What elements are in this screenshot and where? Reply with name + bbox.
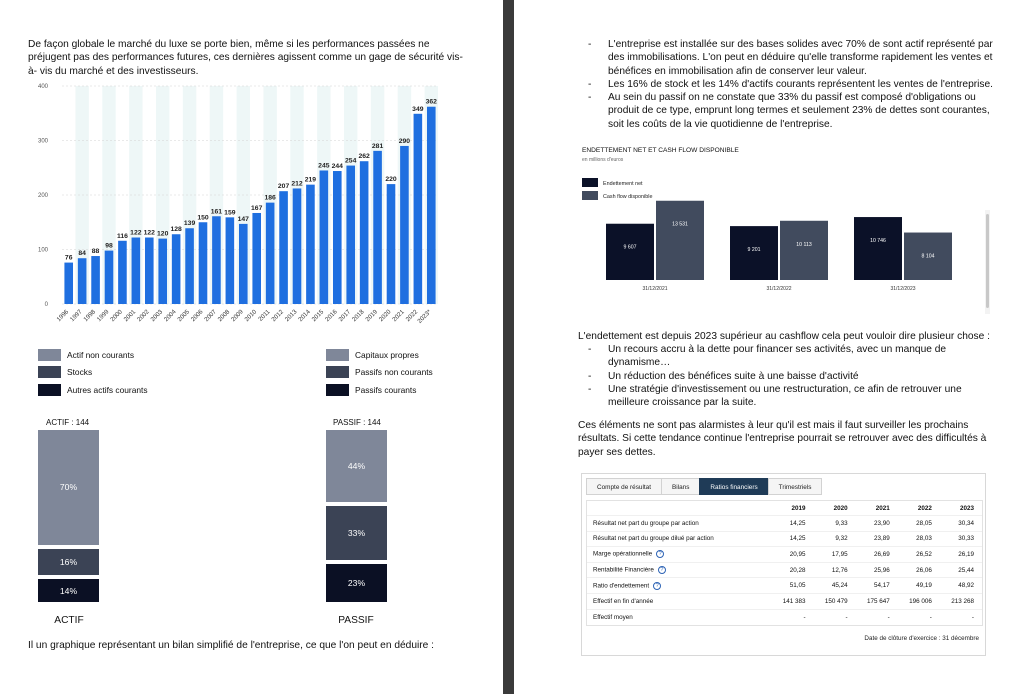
x-tick-label: 2017 xyxy=(337,308,353,324)
legend-item-actif-non-courants xyxy=(38,349,134,361)
table-row xyxy=(587,562,982,578)
stack-segment: 14% xyxy=(38,579,99,602)
table-cell: 26,06 xyxy=(898,562,940,578)
table-cell: 9,33 xyxy=(814,516,856,532)
x-tick-label: 2021 xyxy=(391,308,406,324)
bar-value-label: 219 xyxy=(304,176,317,184)
help-icon[interactable]: ? xyxy=(656,550,664,558)
bar-value-label: 244 xyxy=(331,163,343,171)
passif-stack xyxy=(326,430,387,602)
table-cell: 49,19 xyxy=(898,578,940,594)
table-cell: 14,25 xyxy=(771,531,813,547)
x-tick-label: 31/12/2023 xyxy=(890,286,916,292)
table-cell: 196 006 xyxy=(898,593,940,609)
bar-value-label: 245 xyxy=(318,162,330,170)
row-label-text: Ratio d'endettement xyxy=(593,582,650,590)
row-label xyxy=(587,578,771,594)
analysis-bullets xyxy=(580,38,994,131)
bar xyxy=(414,114,423,304)
table-cell: 25,44 xyxy=(940,562,982,578)
legend-label: Capitaux propres xyxy=(355,350,419,360)
bar xyxy=(656,201,704,280)
debt-cashflow-chart xyxy=(582,144,992,314)
bar xyxy=(252,213,261,304)
warning-paragraph: Ces éléments ne sont pas alarmistes à leur qu'il est mais il faut surveiller les prochains résultats. Si cette tendance continue l'entreprise pourrait se retrouver avec des difficultés à payer ses dettes. xyxy=(578,420,987,458)
passif-label: PASSIF xyxy=(338,615,374,626)
bullet-item: - Au sein du passif on ne constate que 33% du passif est composé d'obligations ou produit de ce type, emprunt long termes et seulement 23% de dettes sont courantes, soit les coûts de la vie quotidienne de l'entreprise. xyxy=(580,91,994,131)
legend-label: Passifs courants xyxy=(355,385,417,395)
bar-value-label: 161 xyxy=(210,208,223,216)
bar xyxy=(780,221,828,280)
legend-item-capitaux-propres xyxy=(326,349,419,361)
row-label xyxy=(587,562,771,578)
y-tick-label: 400 xyxy=(37,84,48,90)
table-cell: - xyxy=(771,609,813,625)
help-icon[interactable]: ? xyxy=(653,582,661,590)
bar-value-label: 122 xyxy=(143,229,155,237)
x-tick-label: 2007 xyxy=(203,308,218,324)
table-row xyxy=(587,593,982,609)
bar-value-label: 207 xyxy=(277,183,290,191)
left-page xyxy=(0,0,503,694)
bullet-item: - Un réduction des bénéfices suite à une baisse d'activité xyxy=(580,370,994,383)
bullet-item: - Un recours accru à la dette pour financer ses activités, avec un manque de dynamisme… xyxy=(580,343,994,370)
x-tick-label: 2009 xyxy=(230,308,245,324)
x-tick-label: 31/12/2021 xyxy=(642,286,668,292)
x-tick-label: 2006 xyxy=(189,308,205,324)
x-tick-label: 2005 xyxy=(176,308,191,324)
legend-swatch xyxy=(326,366,349,378)
x-tick-label: 2020 xyxy=(377,308,393,324)
y-tick-label: 300 xyxy=(37,138,48,145)
bullet-item: - Une stratégie d'investissement ou une restructuration, ce afin de retrouver une meilleure croissance par la suite. xyxy=(580,383,994,410)
debt-paragraph: L'endettement est depuis 2023 supérieur au cashflow cela peut vouloir dire plusieur chose : xyxy=(578,331,990,342)
table-cell: 48,92 xyxy=(940,578,982,594)
x-tick-label: 2016 xyxy=(324,308,339,324)
scrollbar-thumb xyxy=(986,214,989,308)
x-tick-label: 2013 xyxy=(283,308,299,324)
table-header-row xyxy=(587,501,982,516)
bar xyxy=(199,222,208,304)
legend-swatch xyxy=(326,349,349,361)
table-cell: 150 479 xyxy=(814,593,856,609)
tab-compte-de-resultat[interactable]: Compte de résultat xyxy=(586,478,661,495)
legend-item-passifs-courants xyxy=(326,384,416,396)
bar xyxy=(105,251,114,304)
stack-segment: 44% xyxy=(326,430,387,502)
row-label xyxy=(587,516,771,532)
passif-title: PASSIF : 144 xyxy=(333,418,381,427)
chart-subtitle: en millions d'euros xyxy=(582,157,624,163)
bar-value-label: 84 xyxy=(78,250,86,258)
row-label-text: Rentabilité Financière xyxy=(593,566,654,574)
legend-swatch xyxy=(582,178,598,187)
legend-label: Autres actifs courants xyxy=(67,385,148,395)
bar xyxy=(239,224,248,304)
bar xyxy=(427,107,436,304)
ratios-table-container xyxy=(586,500,983,626)
stack-segment: 23% xyxy=(326,564,387,602)
bar-value-label: 362 xyxy=(425,98,437,106)
ratio-tabs xyxy=(586,478,822,495)
bar-value-label: 290 xyxy=(398,137,411,145)
bar xyxy=(320,170,329,304)
row-label xyxy=(587,609,771,625)
x-tick-label: 2015 xyxy=(310,308,326,324)
x-tick-label: 2001 xyxy=(122,308,138,324)
table-row xyxy=(587,547,982,563)
legend-label: Passifs non courants xyxy=(355,367,433,377)
bar xyxy=(606,224,654,280)
x-tick-label: 2000 xyxy=(109,308,124,324)
bar xyxy=(185,228,194,304)
tab-trimestriels[interactable]: Trimestriels xyxy=(768,478,823,495)
table-cell: 213 268 xyxy=(940,593,982,609)
table-cell: 28,03 xyxy=(898,531,940,547)
header-year: 2019 xyxy=(791,505,806,512)
x-tick-label: 2014 xyxy=(297,308,312,324)
bullet-item: - L'entreprise est installée sur des bases solides avec 70% de sont actif représenté par des immobilisations. L'on peut en déduire qu'elle transforme rapidement les ventes et bénéfices en immobilisation afin de conserver leur valeur. xyxy=(580,38,994,78)
bar-value-label: 147 xyxy=(237,215,249,223)
x-tick-label: 1997 xyxy=(68,308,84,324)
tab-ratios-financiers[interactable]: Ratios financiers xyxy=(699,478,767,495)
legend-swatch xyxy=(38,384,61,396)
table-cell: 23,90 xyxy=(856,516,898,532)
actif-stack xyxy=(38,430,99,602)
bar-value-label: 150 xyxy=(197,214,209,222)
help-icon[interactable]: ? xyxy=(658,566,666,574)
bar-value-label: 281 xyxy=(371,142,384,150)
bar-value-label: 120 xyxy=(157,230,169,238)
table-cell: 25,96 xyxy=(856,562,898,578)
x-tick-label: 31/12/2022 xyxy=(766,286,792,292)
header-year: 2021 xyxy=(875,505,890,512)
bar-value-label: 349 xyxy=(412,105,424,113)
bar xyxy=(346,166,355,304)
bar xyxy=(158,239,167,304)
x-tick-label: 1996 xyxy=(55,308,71,324)
table-cell: 30,34 xyxy=(940,516,982,532)
bar xyxy=(132,238,141,304)
table-cell: 26,69 xyxy=(856,547,898,563)
bar xyxy=(373,151,382,304)
table-row xyxy=(587,531,982,547)
legend-label: Cash flow disponible xyxy=(603,194,653,200)
conclusion-paragraph: Il un graphique représentant un bilan simplifié de l'entreprise, ce que l'on peut en déduire : xyxy=(28,640,434,651)
bar xyxy=(266,203,275,304)
bar xyxy=(145,238,154,304)
x-tick-label: 2022 xyxy=(404,308,420,324)
x-tick-label: 2019 xyxy=(364,308,379,324)
y-tick-label: 200 xyxy=(37,193,48,199)
table-cell: 9,32 xyxy=(814,531,856,547)
x-tick-label: 1998 xyxy=(82,308,97,324)
table-cell: 23,89 xyxy=(856,531,898,547)
closing-date-footnote: Date de clôture d'exercice : 31 décembre xyxy=(864,635,979,642)
legend-item-passifs-non-courants xyxy=(326,366,433,378)
legend-swatch xyxy=(38,349,61,361)
row-label-text: Résultat net part du groupe dilué par action xyxy=(593,535,714,543)
bar-value-label: 116 xyxy=(116,232,128,240)
x-tick-label: 2002 xyxy=(136,308,151,324)
table-cell: 20,28 xyxy=(771,562,813,578)
bar xyxy=(226,217,235,304)
table-cell: 141 383 xyxy=(771,593,813,609)
legend-item-stocks xyxy=(38,366,92,378)
bar xyxy=(172,234,181,304)
row-label-text: Marge opérationnelle xyxy=(593,551,653,559)
y-tick-label: 100 xyxy=(37,247,48,254)
bar xyxy=(279,191,288,304)
chart-title: ENDETTEMENT NET ET CASH FLOW DISPONIBLE xyxy=(582,147,739,154)
table-cell: 51,05 xyxy=(771,578,813,594)
bar-value-label: 254 xyxy=(345,157,357,165)
bar-value-label: 76 xyxy=(64,254,73,262)
bar-value-label: 10 746 xyxy=(870,238,886,245)
ratios-table xyxy=(587,501,982,625)
table-cell: 54,17 xyxy=(856,578,898,594)
financial-ratios-widget xyxy=(581,473,986,656)
row-label xyxy=(587,531,771,547)
bar xyxy=(293,188,302,304)
x-tick-label: 1999 xyxy=(95,308,111,324)
table-cell: - xyxy=(898,609,940,625)
x-tick-label: 2023* xyxy=(416,308,433,325)
luxury-market-bar-chart xyxy=(28,80,448,330)
table-cell: 26,52 xyxy=(898,547,940,563)
table-cell: - xyxy=(814,609,856,625)
legend-swatch xyxy=(326,384,349,396)
table-cell: 14,25 xyxy=(771,516,813,532)
table-cell: - xyxy=(940,609,982,625)
x-tick-label: 2004 xyxy=(162,308,178,324)
tab-bilans[interactable]: Bilans xyxy=(661,478,699,495)
bar-value-label: 186 xyxy=(264,194,276,202)
table-cell: 45,24 xyxy=(814,578,856,594)
table-cell: 175 647 xyxy=(856,593,898,609)
bar-value-label: 220 xyxy=(385,176,397,184)
y-tick-label: 0 xyxy=(44,302,48,308)
bar xyxy=(212,216,221,304)
row-label-text: Effectif moyen xyxy=(593,613,633,621)
bar-value-label: 212 xyxy=(291,180,303,188)
bar-value-label: 98 xyxy=(105,242,113,250)
header-year: 2020 xyxy=(833,505,848,512)
table-cell: 20,95 xyxy=(771,547,813,563)
bar xyxy=(91,256,100,304)
bar-value-label: 128 xyxy=(170,226,182,234)
row-label xyxy=(587,593,771,609)
table-cell: - xyxy=(856,609,898,625)
bar-value-label: 159 xyxy=(224,209,236,217)
table-cell: 12,76 xyxy=(814,562,856,578)
actif-title: ACTIF : 144 xyxy=(46,418,90,427)
x-tick-label: 2018 xyxy=(350,308,366,324)
debt-bullets xyxy=(580,343,994,409)
bar-value-label: 9 607 xyxy=(623,244,637,251)
legend-label: Endettement net xyxy=(603,181,643,187)
bar xyxy=(400,146,409,304)
x-tick-label: 2003 xyxy=(149,308,165,324)
bar xyxy=(78,258,87,304)
bar xyxy=(64,263,73,304)
bar-value-label: 122 xyxy=(130,229,142,237)
legend-item-autres-actifs-courants xyxy=(38,384,148,396)
bar xyxy=(118,241,127,304)
page-gutter xyxy=(503,0,514,694)
actif-label: ACTIF xyxy=(54,615,84,626)
legend-swatch xyxy=(582,191,598,200)
stack-segment: 16% xyxy=(38,549,99,575)
intro-paragraph: De façon globale le marché du luxe se porte bien, même si les performances passées ne préjugent pas des performances futures, ces dernières agissent comme un gage de sécurité vis-à- vis du marché et des investisseurs. xyxy=(28,39,463,77)
stack-segment: 70% xyxy=(38,430,99,545)
row-label-text: Effectif en fin d'année xyxy=(593,597,654,605)
table-cell: 30,33 xyxy=(940,531,982,547)
bar-value-label: 9 201 xyxy=(747,247,761,254)
row-label xyxy=(587,547,771,563)
table-row xyxy=(587,516,982,532)
bar xyxy=(387,184,396,304)
bar-value-label: 262 xyxy=(358,153,370,161)
table-cell: 17,95 xyxy=(814,547,856,563)
bar xyxy=(854,217,902,280)
row-label-text: Résultat net part du groupe par action xyxy=(593,519,699,527)
bar-value-label: 88 xyxy=(91,248,100,256)
legend-label: Actif non courants xyxy=(67,350,135,360)
x-tick-label: 2008 xyxy=(216,308,232,324)
table-row xyxy=(587,609,982,625)
legend-swatch xyxy=(38,366,61,378)
header-year: 2023 xyxy=(959,505,974,512)
bar-value-label: 13 531 xyxy=(672,221,688,228)
legend-label: Stocks xyxy=(67,367,93,377)
stack-segment: 33% xyxy=(326,506,387,560)
bullet-item: - Les 16% de stock et les 14% d'actifs courants représentent les ventes de l'entreprise. xyxy=(580,78,994,91)
header-empty xyxy=(587,501,771,516)
bar xyxy=(333,171,342,304)
bar-value-label: 10 113 xyxy=(796,241,812,248)
bar xyxy=(360,161,369,304)
x-tick-label: 2010 xyxy=(243,308,259,324)
bar-value-label: 8 104 xyxy=(921,253,935,260)
bar-value-label: 139 xyxy=(183,220,196,228)
x-tick-label: 2012 xyxy=(270,308,285,324)
table-cell: 28,05 xyxy=(898,516,940,532)
x-tick-label: 2011 xyxy=(257,308,272,323)
bar-value-label: 167 xyxy=(251,204,263,212)
header-year: 2022 xyxy=(917,505,932,512)
bar xyxy=(306,185,315,304)
table-cell: 26,19 xyxy=(940,547,982,563)
table-row xyxy=(587,578,982,594)
